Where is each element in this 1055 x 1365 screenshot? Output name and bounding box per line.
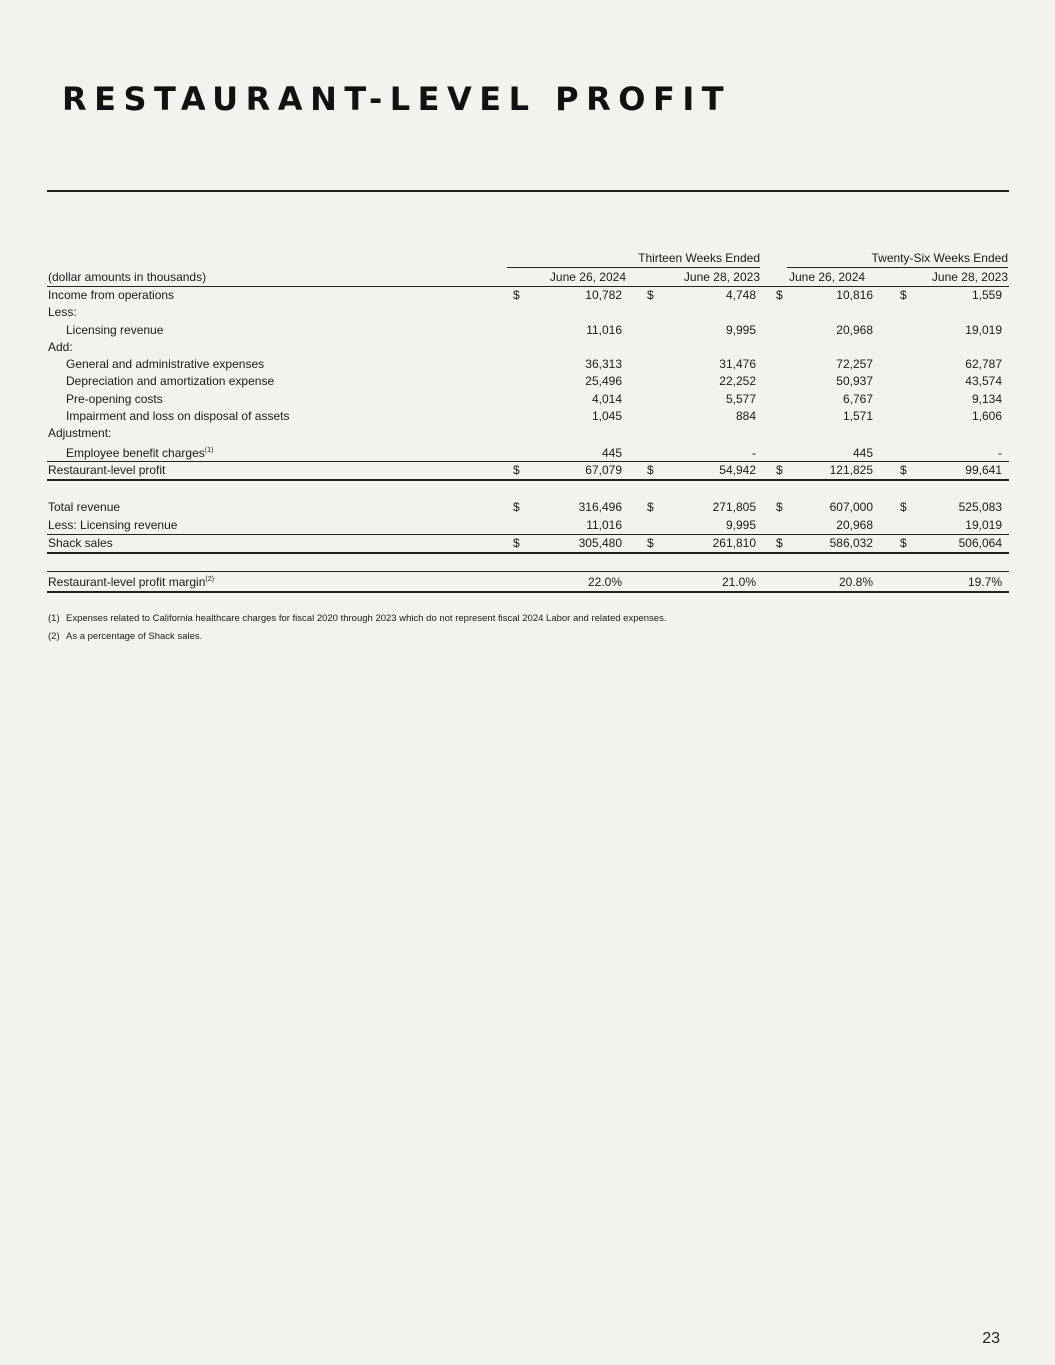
row-label: Pre-opening costs — [66, 391, 163, 406]
cell-value: 884 — [735, 409, 756, 424]
row-label — [48, 572, 214, 592]
cell-value: 1,606 — [971, 409, 1002, 424]
cell-value: 21.0% — [721, 575, 756, 590]
currency-symbol: $ — [776, 288, 783, 302]
table-row-adjustment — [47, 425, 1009, 442]
cell-value: 54,942 — [719, 463, 756, 478]
cell-value: 1,571 — [842, 409, 873, 424]
cell-value: 1,559 — [971, 288, 1002, 302]
col-header-26w-2023: June 28, 2023 — [931, 270, 1008, 284]
row-label: Less: — [48, 305, 77, 320]
cell-value: 36,313 — [585, 357, 622, 372]
row-label: Total revenue — [48, 500, 121, 515]
row-label-text: Restaurant-level profit margin — [48, 575, 206, 590]
cell-value: - — [752, 445, 756, 460]
currency-symbol: $ — [513, 536, 520, 551]
row-spacer — [47, 481, 1009, 499]
table-row-total-revenue — [47, 499, 1009, 516]
col-header-26w-2024: June 26, 2024 — [789, 270, 866, 284]
cell-value: 43,574 — [965, 374, 1002, 389]
row-label: Income from operations — [48, 288, 175, 302]
row-label: Depreciation and amortization expense — [66, 374, 275, 389]
cell-value: 506,064 — [958, 536, 1002, 551]
unit-note: (dollar amounts in thousands) — [48, 270, 207, 284]
group-header-thirteen-weeks: Thirteen Weeks Ended — [507, 250, 760, 268]
table-row-depreciation-amortization — [47, 373, 1009, 390]
cell-value: 445 — [852, 445, 873, 460]
table-row-general-administrative — [47, 356, 1009, 373]
footnote-text: As a percentage of Shack sales. — [66, 631, 203, 642]
col-header-13w-2023: June 28, 2023 — [683, 270, 760, 284]
table-row-add — [47, 339, 1009, 356]
cell-value: 4,748 — [725, 288, 756, 302]
cell-value: 271,805 — [712, 500, 756, 515]
cell-value: 305,480 — [578, 536, 622, 551]
footnote-ref: (2) — [205, 576, 214, 584]
cell-value: 20,968 — [836, 322, 873, 337]
page-title: RESTAURANT-LEVEL PROFIT — [62, 80, 732, 118]
cell-value: 525,083 — [958, 500, 1002, 515]
cell-value: 445 — [601, 445, 622, 460]
cell-value: 1,045 — [591, 409, 622, 424]
row-label: Shack sales — [48, 536, 113, 551]
restaurant-level-profit-table — [47, 250, 1009, 593]
column-header-row — [47, 268, 1009, 287]
row-label — [66, 443, 213, 463]
row-label: Impairment and loss on disposal of assets — [66, 409, 290, 424]
col-header-13w-2024: June 26, 2024 — [549, 270, 626, 284]
footnote-text: Expenses related to California healthcare charges for fiscal 2020 through 2023 which do not represent fiscal 2024 Labor and related expenses. — [66, 613, 667, 624]
table-row-employee-benefit-charges — [47, 443, 1009, 462]
currency-symbol: $ — [900, 500, 907, 515]
cell-value: 20,968 — [836, 517, 873, 532]
table-row-restaurant-level-profit-margin — [47, 571, 1009, 593]
group-header-twenty-six-weeks: Twenty-Six Weeks Ended — [787, 250, 1008, 268]
table-row-licensing-revenue — [47, 322, 1009, 339]
table-row-shack-sales — [47, 535, 1009, 554]
cell-value: 9,995 — [725, 517, 756, 532]
cell-value: 22.0% — [587, 575, 622, 590]
cell-value: 67,079 — [585, 463, 622, 478]
cell-value: 20.8% — [838, 575, 873, 590]
cell-value: 586,032 — [829, 536, 873, 551]
cell-value: 5,577 — [725, 391, 756, 406]
currency-symbol: $ — [900, 463, 907, 478]
currency-symbol: $ — [776, 536, 783, 551]
row-label: Licensing revenue — [66, 322, 164, 337]
cell-value: 607,000 — [829, 500, 873, 515]
cell-value: 121,825 — [829, 463, 873, 478]
cell-value: 19,019 — [965, 322, 1002, 337]
title-rule — [47, 190, 1009, 192]
cell-value: 10,782 — [585, 288, 622, 302]
currency-symbol: $ — [776, 463, 783, 478]
cell-value: 19,019 — [965, 517, 1002, 532]
cell-value: 25,496 — [585, 374, 622, 389]
currency-symbol: $ — [647, 288, 654, 302]
table-row-income-from-operations — [47, 287, 1009, 304]
table-row-impairment — [47, 408, 1009, 425]
cell-value: 11,016 — [586, 322, 622, 337]
currency-symbol: $ — [900, 288, 907, 302]
footnote-ref: (1) — [204, 446, 214, 454]
row-label: Less: Licensing revenue — [48, 517, 178, 532]
row-label: Restaurant-level profit — [48, 463, 166, 478]
footnote-number: (2) — [48, 631, 60, 642]
group-header-row — [47, 250, 1009, 268]
cell-value: - — [998, 445, 1002, 460]
currency-symbol: $ — [647, 500, 654, 515]
footnote-number: (1) — [48, 613, 60, 624]
row-label: Add: — [48, 339, 73, 354]
currency-symbol: $ — [776, 500, 783, 515]
currency-symbol: $ — [513, 463, 520, 478]
row-spacer — [47, 554, 1009, 571]
cell-value: 11,016 — [586, 517, 622, 532]
cell-value: 19.7% — [967, 575, 1002, 590]
table-row-less — [47, 304, 1009, 321]
row-label-text: Employee benefit charges — [66, 445, 205, 460]
row-label: Adjustment: — [48, 426, 112, 441]
cell-value: 22,252 — [719, 374, 756, 389]
cell-value: 62,787 — [965, 357, 1002, 372]
cell-value: 9,134 — [971, 391, 1002, 406]
cell-value: 72,257 — [836, 357, 873, 372]
cell-value: 50,937 — [836, 374, 873, 389]
currency-symbol: $ — [900, 536, 907, 551]
cell-value: 261,810 — [712, 536, 756, 551]
page-number: 23 — [982, 1330, 1000, 1347]
cell-value: 4,014 — [591, 391, 622, 406]
cell-value: 31,476 — [719, 357, 756, 372]
table-row-pre-opening-costs — [47, 391, 1009, 408]
row-label: General and administrative expenses — [66, 357, 265, 372]
cell-value: 99,641 — [965, 463, 1002, 478]
currency-symbol: $ — [513, 288, 520, 302]
table-row-less-licensing-revenue — [47, 517, 1009, 535]
currency-symbol: $ — [513, 500, 520, 515]
table-row-restaurant-level-profit — [47, 461, 1009, 481]
currency-symbol: $ — [647, 536, 654, 551]
cell-value: 6,767 — [842, 391, 873, 406]
cell-value: 10,816 — [836, 288, 873, 302]
currency-symbol: $ — [647, 463, 654, 478]
cell-value: 9,995 — [725, 322, 756, 337]
cell-value: 316,496 — [578, 500, 622, 515]
